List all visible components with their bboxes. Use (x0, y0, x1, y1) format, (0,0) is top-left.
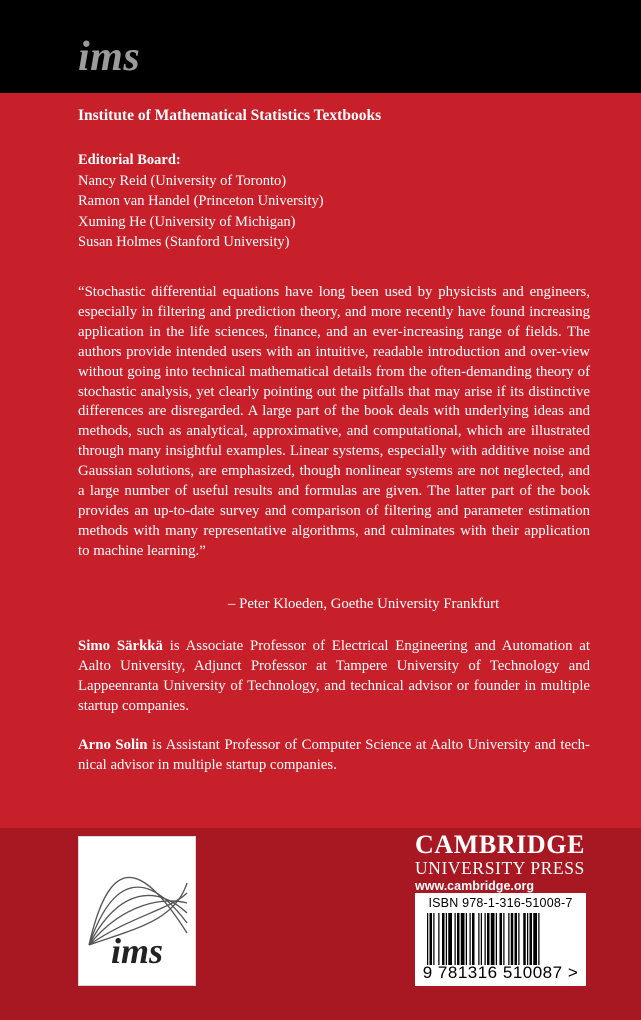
barcode-bar (515, 913, 518, 965)
editorial-board-heading: Editorial Board: (78, 152, 181, 168)
board-member: Xuming He (University of Michigan) (78, 213, 296, 230)
barcode-bar (481, 913, 482, 965)
publisher-url: www.cambridge.org (415, 879, 535, 893)
barcode-bar (461, 913, 465, 965)
editorial-board (78, 150, 578, 253)
barcode-bar (455, 913, 456, 965)
author-name: Arno Solin (78, 737, 148, 753)
barcode-bar (485, 913, 486, 965)
publisher-block (415, 832, 585, 894)
barcode-bar (487, 913, 490, 965)
ims-badge-label: ims (110, 931, 163, 971)
publisher-press: UNIVERSITY PRESS (415, 858, 585, 878)
board-member: Susan Holmes (Stanford University) (78, 234, 290, 250)
barcode-bars (427, 913, 574, 965)
series-title: Institute of Mathematical Statistics Textbooks (78, 107, 382, 124)
barcode-bar (472, 913, 475, 965)
quote-attribution: – Peter Kloeden, Goethe University Frankfurt (228, 596, 500, 612)
barcode-bar (470, 913, 471, 965)
author-name: Simo Särkkä (78, 638, 163, 654)
barcode-bar (427, 913, 428, 965)
ims-badge (78, 836, 196, 986)
author-bio (78, 736, 590, 776)
top-black-band (0, 0, 641, 93)
barcode-bar (523, 913, 526, 965)
barcode-bar (500, 913, 503, 965)
barcode-bar (491, 913, 495, 965)
barcode-bar (508, 913, 509, 965)
barcode-bar (457, 913, 460, 965)
board-member: Ramon van Handel (Princeton University) (78, 193, 324, 209)
ims-logo: ims (78, 34, 141, 80)
author-bio-text: is Assistant Professor of Computer Science at Aalto University and tech-nical advisor in multiple startup companies. (78, 737, 590, 773)
endorsement-quote: “Stochastic differential equations have long been used by physicists and engineers, especially in filtering and prediction theory, and more recently have found increasing application in the life sciences, finance, and an ever-increasing range of fields. The authors provide intended users with an intuitive, readable introduction and over-view without going into technical mathematical details from the often-demanding theory of stochastic analysis, yet clearly pointing out the pitfalls that may arise if its distinctive differences are disregarded. A large part of the book deals with underlying ideas and methods, such as analytical, approximative, and computational, which are illustrated through many insightful examples. Linear systems, especially with additive noise and Gaussian solutions, are emphasized, though nonlinear systems are not neglected, and a large number of useful results and formulas are given. The latter part of the book provides an up-to-date survey and comparison of filtering and parameter estimation methods with many representative algorithms, and culminates with their application to machine learning.” (78, 284, 590, 559)
barcode-box (415, 893, 586, 986)
barcode-bar (448, 913, 452, 965)
author-bio (78, 637, 590, 717)
barcode-bar (496, 913, 497, 965)
barcode-bar (430, 913, 433, 965)
barcode-bar (538, 913, 539, 965)
barcode-bar (433, 913, 434, 965)
barcode-bar (527, 913, 528, 965)
barcode-bar (533, 913, 537, 965)
barcode-bar (511, 913, 514, 965)
author-bio-text: is Associate Professor of Electrical Engineering and Automation at Aalto University, Adjunct Professor at Tampere University of Technology and Lappeenranta University of Technology, and technical advisor or founder in multiple startup companies. (78, 638, 590, 714)
barcode-bar (466, 913, 467, 965)
barcode-bar (503, 913, 504, 965)
barcode-bar (518, 913, 519, 965)
isbn-text: ISBN 978-1-316-51008-7 (428, 896, 573, 910)
board-member: Nancy Reid (University of Toronto) (78, 172, 287, 189)
barcode-bar (446, 913, 447, 965)
barcode-bar (478, 913, 479, 965)
barcode-bar (438, 913, 439, 965)
publisher-name: CAMBRIDGE (415, 830, 586, 859)
barcode-bar (442, 913, 445, 965)
barcode-bar (530, 913, 533, 965)
barcode-number: 9 781316 510087 > (422, 963, 579, 982)
